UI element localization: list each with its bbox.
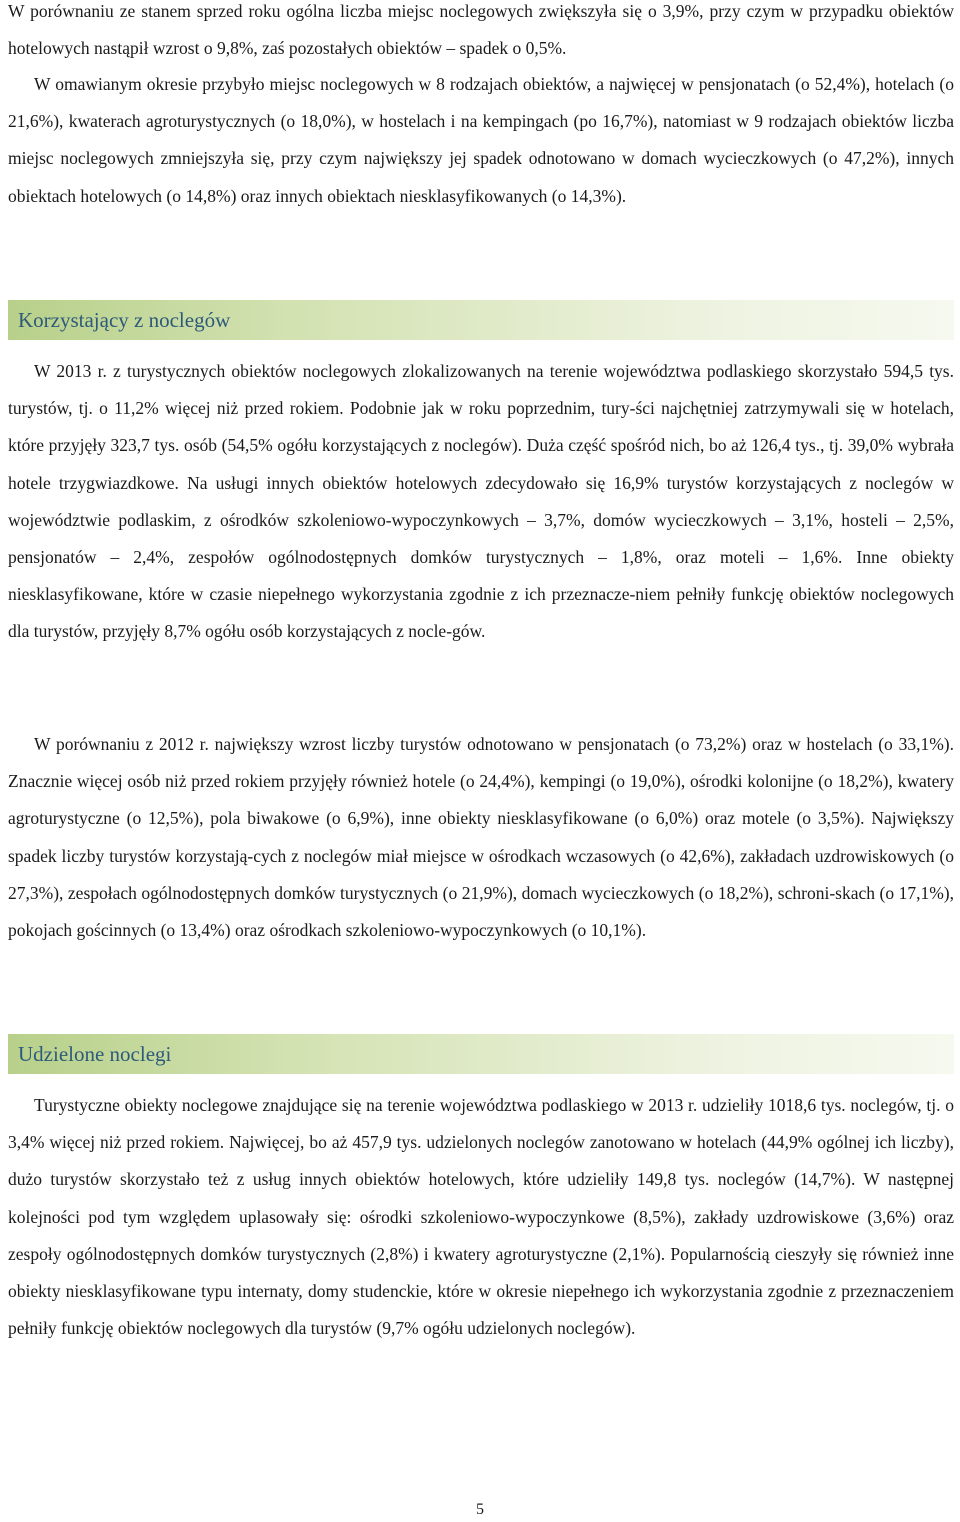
page-number: 5 — [476, 1501, 484, 1518]
paragraph-guests-comparison: W porównaniu z 2012 r. największy wzrost liczby turystów odnotowano w pensjonatach (o 73,2%) oraz w hostelach (o 33,1%). Znacznie więcej osób niż przed rokiem przyjęły również hotele (o 24,4%), kempingi (o 19,0%), ośrodki kolonijne (o 18,2%), kwatery agroturystyczne (o 12,5%), pola biwakowe (o 6,9%), inne obiekty niesklasyfikowane (o 6,0%) oraz motele (o 3,5%). Największy spadek liczby turystów korzystają-cych z noclegów miał miejsce w ośrodkach wczasowych (o 42,6%), zakładach uzdrowiskowych (o 27,3%), zespołach ogólnodostępnych domków turystycznych (o 21,9%), domach wycieczkowych (o 18,2%), schroni-skach (o 17,1%), pokojach gościnnych (o 13,4%) oraz ośrodkach szkoleniowo-wypoczynkowych (o 10,1%). — [8, 734, 954, 941]
section-heading-nights-text: Udzielone noclegi — [18, 1041, 172, 1066]
paragraph-capacity-comparison: W porównaniu ze stanem sprzed roku ogólna liczba miejsc noclegowych zwiększyła się o 3,9%, przy czym w przypadku obiektów hotelowych nastąpił wzrost o 9,8%, zaś pozostałych obiektów – spadek o 0,5%. — [8, 1, 954, 59]
paragraph-guests-2013: W 2013 r. z turystycznych obiektów noclegowych zlokalizowanych na terenie województwa podlaskiego skorzystało 594,5 tys. turystów, tj. o 11,2% więcej niż przed rokiem. Podobnie jak w roku poprzednim, tury-ści najchętniej zatrzymywali się w hotelach, które przyjęły 323,7 tys. osób (54,5% ogółu korzystających z noclegów). Duża część spośród nich, bo aż 126,4 tys., tj. 39,0% wybrała hotele trzygwiazdkowe. Na usługi innych obiektów hotelowych zdecydowało się 16,9% turystów korzystających z noclegów w województwie podlaskim, z ośrodków szkoleniowo-wypoczynkowych – 3,7%, domów wycieczkowych – 3,1%, hosteli – 2,5%, pensjonatów – 2,4%, zespołów ogólnodostępnych domków turystycznych – 1,8%, oraz moteli – 1,6%. Inne obiekty niesklasyfikowane, które w czasie niepełnego wykorzystania zgodnie z ich przeznacze-niem pełniły funkcję obiektów noclegowych dla turystów, przyjęły 8,7% ogółu osób korzystających z nocle-gów. — [8, 361, 954, 642]
section-heading-guests-text: Korzystający z noclegów — [18, 307, 231, 332]
paragraph-nights-provided: Turystyczne obiekty noclegowe znajdujące się na terenie województwa podlaskiego w 2013 r. udzieliły 1018,6 tys. noclegów, tj. o 3,4% więcej niż przed rokiem. Najwięcej, bo aż 457,9 tys. udzielonych noclegów zanotowano w hotelach (44,9% ogólnej ich liczby), dużo turystów skorzystało też z usług innych obiektów hotelowych, które udzieliły 149,8 tys. noclegów (14,7%). W następnej kolejności pod tym względem uplasowały się: ośrodki szkoleniowo-wypoczynkowe (8,5%), zakłady uzdrowiskowe (3,6%) oraz zespoły ogólnodostępnych domków turystycznych (2,8%) i kwatery agroturystyczne (2,1%). Popularnością cieszyły się również inne obiekty niesklasyfikowane typu internaty, domy studenckie, które w okresie niepełnego ich wykorzystania zgodnie z przeznaczeniem pełniły funkcję obiektów noclegowych dla turystów (9,7% ogółu udzielonych noclegów). — [8, 1095, 954, 1339]
section-heading-guests — [8, 300, 954, 340]
paragraph-capacity-by-type: W omawianym okresie przybyło miejsc noclegowych w 8 rodzajach obiektów, a najwięcej w pensjonatach (o 52,4%), hotelach (o 21,6%), kwaterach agroturystycznych (o 18,0%), w hostelach i na kempingach (po 16,7%), natomiast w 9 rodzajach obiektów liczba miejsc noclegowych zmniejszyła się, przy czym największy jej spadek odnotowano w domach wycieczkowych (o 47,2%), innych obiektach hotelowych (o 14,8%) oraz innych obiektach niesklasyfikowanych (o 14,3%). — [8, 74, 954, 206]
section-heading-nights — [8, 1034, 954, 1074]
